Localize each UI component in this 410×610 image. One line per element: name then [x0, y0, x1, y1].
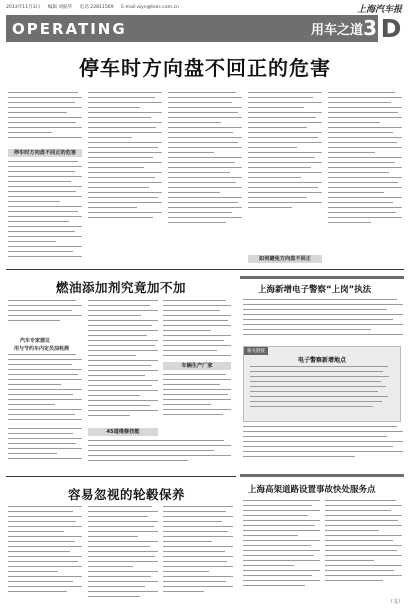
article2-col-2b	[88, 440, 231, 470]
article2-col-3b	[163, 374, 231, 424]
article2-box-heading: 车辆生产厂家	[163, 362, 231, 370]
main-headline: 停车时方向盘不回正的危害	[79, 56, 331, 80]
sidebar-news1-text-b	[243, 426, 403, 470]
page-number: 3	[363, 16, 377, 40]
article2-col-1b	[8, 354, 82, 424]
article2-subhead-2: 用与节约车内定员油耗测	[14, 346, 70, 352]
article2-col-3	[163, 300, 231, 360]
sidebar-ad-list	[250, 366, 395, 420]
sidebar-news2-col-2	[325, 500, 402, 595]
sidebar-news2-title: 上海高架道路设置事故快处服务点	[248, 485, 376, 495]
main-article-col-2	[88, 92, 162, 262]
article3-col-3	[163, 506, 233, 606]
divider-top	[6, 269, 404, 270]
main-article-col-1	[8, 92, 82, 144]
article2-box2-heading: 45道维修技能	[88, 428, 158, 436]
sidebar-news2-col-1	[243, 500, 320, 600]
section-letter: D	[378, 15, 404, 42]
sidebar-top-bar	[240, 276, 404, 279]
divider-article3	[6, 476, 236, 477]
masthead-phone: 电话 22811569	[79, 5, 114, 10]
sidebar-news1-title: 上海新增电子警察“上岗”执法	[258, 285, 372, 295]
masthead-email: E-mail aiyn@tsec.com.cn	[121, 5, 180, 10]
article2-col-2	[88, 300, 158, 425]
sidebar-ad-label: 相关链接	[244, 347, 268, 355]
article3-col-2	[88, 506, 158, 606]
section-name: OPERATING	[12, 20, 127, 38]
sidebar-mid-bar	[240, 474, 404, 477]
masthead-editor: 编辑 刘振华	[47, 5, 73, 10]
article2-headline: 燃油添加剂究竟加不加	[56, 280, 187, 295]
article2-subhead-1: 汽车专家建议	[20, 338, 51, 344]
section-title: 用车之道	[310, 23, 363, 38]
main-article-col-3	[168, 92, 242, 262]
sidebar-end-tag: （文）	[388, 599, 404, 605]
main-article-col-1b	[8, 161, 82, 261]
sidebar-news1-text	[243, 299, 403, 343]
article2-col-1c	[8, 428, 82, 470]
masthead-date: 2013年11月3日	[6, 5, 41, 10]
main-article-col-5	[328, 92, 402, 262]
masthead-info	[6, 4, 404, 14]
newspaper-logo: 上海汽车报	[356, 5, 402, 15]
article3-col-1	[8, 506, 82, 606]
main-box2-heading: 如何避免方向盘不回正	[248, 255, 322, 263]
article3-headline: 容易忽视的轮毂保养	[68, 487, 186, 502]
main-article-col-4	[248, 92, 322, 252]
article2-col-1	[8, 300, 82, 334]
main-box-heading: 停车时方向盘不回正的危害	[8, 149, 82, 157]
sidebar-ad-title: 电子警察新增地点	[297, 357, 346, 364]
